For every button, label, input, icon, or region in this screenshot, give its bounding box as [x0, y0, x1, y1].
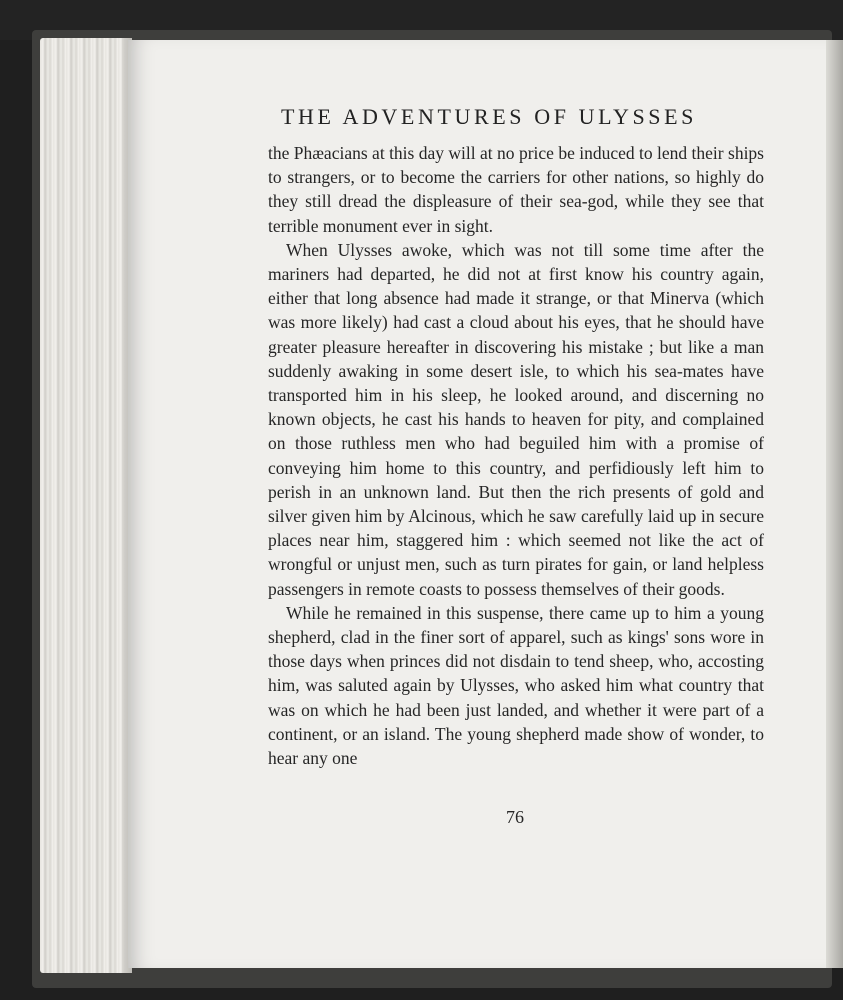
page-edges	[40, 38, 132, 973]
running-header: THE ADVENTURES OF ULYSSES	[281, 104, 697, 129]
body-text	[268, 141, 764, 770]
paragraph-3: While he remained in this suspense, there came up to him a young shepherd, clad in the finer sort of apparel, such as kings' sons wore in those days when princes did not disdain to tend sheep, who, accosting him, was saluted again by Ulysses, who asked him what country that was on which he had been just landed, and whether it were part of a continent, or an island. The young shepherd made show of wonder, to hear any one	[268, 602, 764, 769]
page-number: 76	[506, 807, 524, 827]
paragraph-1: the Phæacians at this day will at no price be induced to lend their ships to strangers, or to become the carriers for other nations, so highly do they still dread the displeasure of their sea-god, while they see that terrible monument ever in sight.	[268, 143, 764, 236]
paragraph-2: When Ulysses awoke, which was not till some time after the mariners had departed, he did not at first know his country again, either that long absence had made it strange, or that Minerva (which was more likely) had cast a cloud about his eyes, that he should have greater pleasure hereafter in discovering his mistake ; but like a man suddenly awaking in some desert isle, to which his sea-mates have transported him in his sleep, he looked around, and discerning no known objects, he cast his hands to heaven for pity, and complained on those ruthless men who had beguiled him with a promise of conveying him home to this country, and perfidiously left him to perish in an unknown land. But then the rich presents of gold and silver given him by Alcinous, which he saw carefully laid up in secure places near him, staggered him : which seemed not like the act of wrongful or unjust men, such as turn pirates for gain, or land helpless passengers in remote coasts to possess themselves of their goods.	[268, 239, 764, 599]
facing-page-edge	[826, 40, 843, 968]
